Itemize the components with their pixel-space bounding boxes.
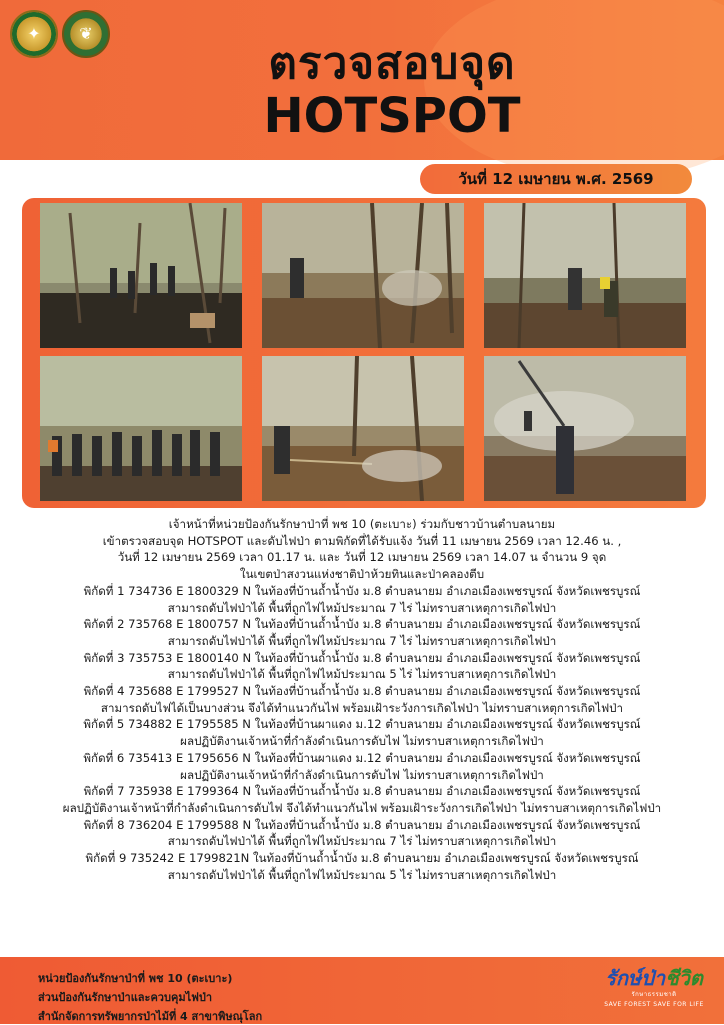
footer-division: ส่วนป้องกันรักษาป่าและควบคุมไฟป่า (38, 991, 213, 1004)
report-line: สามารถดับไฟป่าได้ พื้นที่ถูกไฟไหม้ประมาณ 7 ไร่ ไม่ทราบสาเหตุการเกิดไฟป่า (167, 834, 557, 849)
photo-3 (484, 203, 686, 348)
photo-6 (484, 356, 686, 501)
report-line: พิกัดที่ 6 735413 E 1795656 N ในท้องที่บ้านผาแดง ม.12 ตำบลนายม อำเภอเมืองเพชรบูรณ์ จังหวัดเพชรบูรณ์ (83, 750, 641, 765)
report-line: พิกัดที่ 8 736204 E 1799588 N ในท้องที่บ้านถ้ำน้ำบัง ม.8 ตำบลนายม อำเภอเมืองเพชรบูรณ์ จังหวัดเพชรบูรณ์ (83, 817, 641, 832)
report-line: สามารถดับไฟป่าได้ พื้นที่ถูกไฟไหม้ประมาณ 7 ไร่ ไม่ทราบสาเหตุการเกิดไฟป่า (167, 600, 557, 615)
report-line: สามารถดับไฟได้เป็นบางส่วน จึงได้ทำแนวกันไฟ พร้อมเฝ้าระวังการเกิดไฟป่า ไม่ทราบสาเหตุการเกิดไฟป่า (100, 700, 624, 715)
report-line: สามารถดับไฟป่าได้ พื้นที่ถูกไฟไหม้ประมาณ 7 ไร่ ไม่ทราบสาเหตุการเกิดไฟป่า (167, 633, 557, 648)
report-line: ผลปฏิบัติงานเจ้าหน้าที่กำลังดำเนินการดับไฟ ไม่ทราบสาเหตุการเกิดไฟป่า (180, 767, 544, 782)
date-badge: วันที่ 12 เมษายน พ.ศ. 2569 (420, 164, 692, 194)
brand-logo-text (604, 966, 704, 990)
report-line: เจ้าหน้าที่หน่วยป้องกันรักษาป่าที่ พช 10 (ตะเบาะ) ร่วมกับชาวบ้านตำบลนายม (168, 517, 556, 531)
report-body (14, 516, 710, 883)
report-line: สามารถดับไฟป่าได้ พื้นที่ถูกไฟไหม้ประมาณ 5 ไร่ ไม่ทราบสาเหตุการเกิดไฟป่า (167, 867, 557, 882)
footer-unit: หน่วยป้องกันรักษาป่าที่ พช 10 (ตะเบาะ) (38, 972, 233, 985)
report-line: ผลปฏิบัติงานเจ้าหน้าที่กำลังดำเนินการดับไฟ จึงได้ทำแนวกันไฟ พร้อมเฝ้าระวังการเกิดไฟป่า ไม่ทราบสาเหตุการเกิดไฟป่า (62, 800, 662, 815)
forestry-seal-icon: ❦ (62, 10, 110, 58)
brand-logo (604, 966, 704, 1018)
report-line: พิกัดที่ 9 735242 E 1799821N ในท้องที่บ้านถ้ำน้ำบัง ม.8 ตำบลนายม อำเภอเมืองเพชรบูรณ์ จังหวัดเพชรบูรณ์ (85, 851, 639, 866)
footer-office: สำนักจัดการทรัพยากรป่าไม้ที่ 4 สาขาพิษณุโลก (38, 1010, 263, 1023)
page-subtitle: HOTSPOT (263, 88, 521, 144)
brand-sub2: SAVE FOREST SAVE FOR LIFE (604, 1001, 704, 1008)
photo-5 (262, 356, 464, 501)
photo-1 (40, 203, 242, 348)
page-title: ตรวจสอบจุด (268, 38, 516, 89)
report-line: พิกัดที่ 1 734736 E 1800329 N ในท้องที่บ้านถ้ำน้ำบัง ม.8 ตำบลนายม อำเภอเมืองเพชรบูรณ์ จังหวัดเพชรบูรณ์ (83, 583, 641, 598)
brand-sub1: รักษาธรรมชาติ (631, 991, 677, 998)
report-line: พิกัดที่ 3 735753 E 1800140 N ในท้องที่บ้านถ้ำน้ำบัง ม.8 ตำบลนายม อำเภอเมืองเพชรบูรณ์ จังหวัดเพชรบูรณ์ (83, 650, 641, 665)
report-line: ผลปฏิบัติงานเจ้าหน้าที่กำลังดำเนินการดับไฟ ไม่ทราบสาเหตุการเกิดไฟป่า (180, 734, 544, 749)
report-line: ในเขตป่าสงวนแห่งชาติป่าห้วยทินและป่าคลองตีบ (239, 567, 485, 582)
report-line: พิกัดที่ 2 735768 E 1800757 N ในท้องที่บ้านถ้ำน้ำบัง ม.8 ตำบลนายม อำเภอเมืองเพชรบูรณ์ จังหวัดเพชรบูรณ์ (83, 617, 641, 632)
photo-4 (40, 356, 242, 501)
report-line: วันที่ 12 เมษายน 2569 เวลา 01.17 น. และ วันที่ 12 เมษายน 2569 เวลา 14.07 น จำนวน 9 จุด (117, 550, 607, 565)
report-line: สามารถดับไฟป่าได้ พื้นที่ถูกไฟไหม้ประมาณ 5 ไร่ ไม่ทราบสาเหตุการเกิดไฟป่า (167, 667, 557, 682)
department-seal-icon: ✦ (10, 10, 58, 58)
report-line: พิกัดที่ 5 734882 E 1795585 N ในท้องที่บ้านผาแดง ม.12 ตำบลนายม อำเภอเมืองเพชรบูรณ์ จังหวัดเพชรบูรณ์ (83, 717, 641, 732)
report-line: เข้าตรวจสอบจุด HOTSPOT และดับไฟป่า ตามพิกัดที่ได้รับแจ้ง วันที่ 11 เมษายน 2569 เวลา 12.46 น. , (102, 533, 622, 548)
photo-2 (262, 203, 464, 348)
brand-accent: ชีวิต (665, 966, 703, 990)
report-line: พิกัดที่ 7 735938 E 1799364 N ในท้องที่บ้านถ้ำน้ำบัง ม.8 ตำบลนายม อำเภอเมืองเพชรบูรณ์ จังหวัดเพชรบูรณ์ (83, 784, 641, 799)
report-line: พิกัดที่ 4 735688 E 1799527 N ในท้องที่บ้านถ้ำน้ำบัง ม.8 ตำบลนายม อำเภอเมืองเพชรบูรณ์ จังหวัดเพชรบูรณ์ (83, 684, 641, 699)
brand-main: รักษ์ป่า (605, 966, 666, 990)
